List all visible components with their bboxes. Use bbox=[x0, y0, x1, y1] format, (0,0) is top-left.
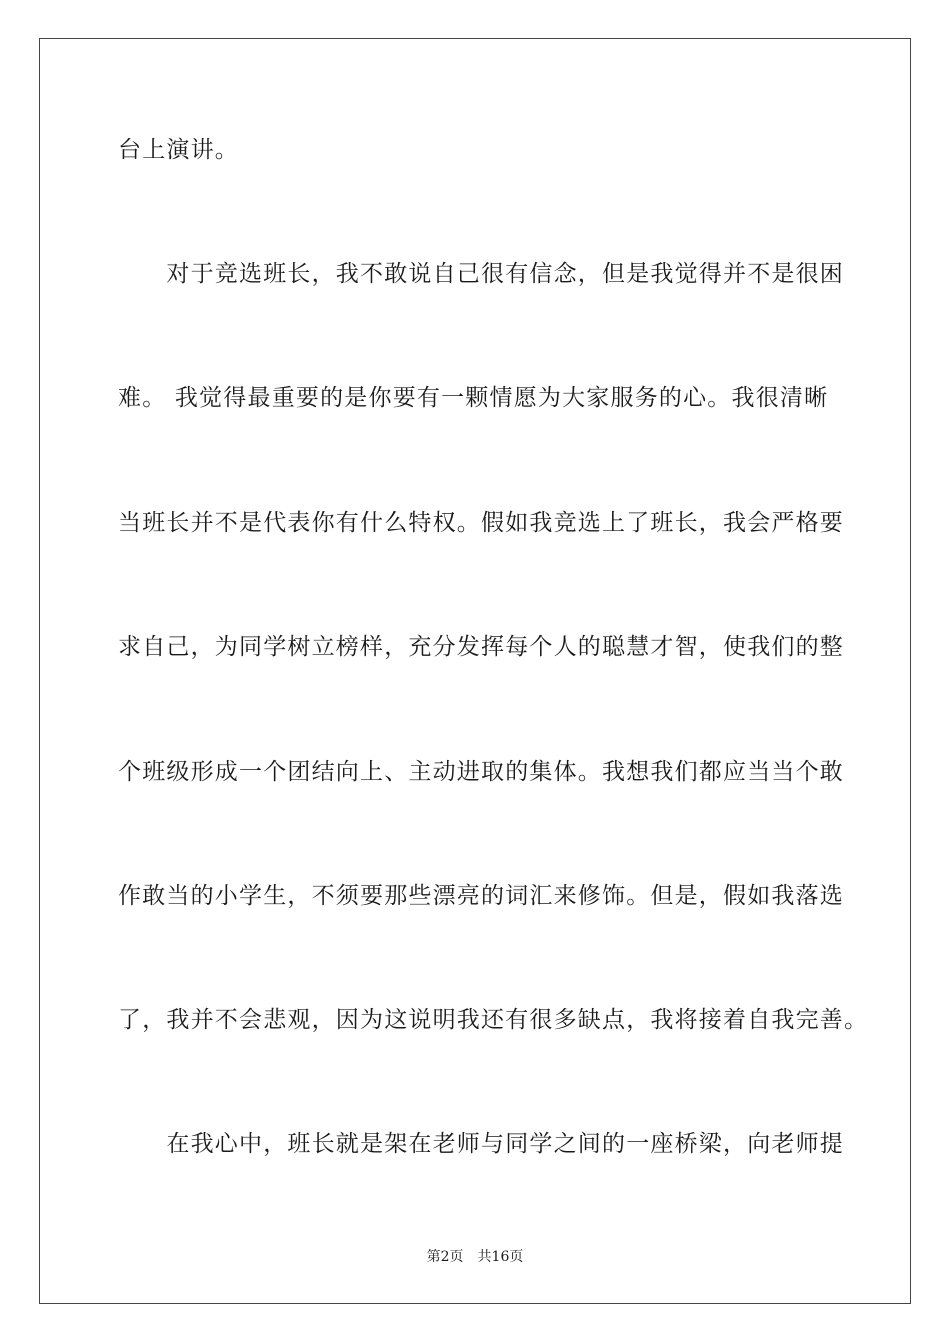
body-text-line-7: 作敢当的小学生，不须要那些漂亮的词汇来修饰。但是，假如我落选 bbox=[118, 883, 844, 909]
page-border bbox=[39, 38, 911, 1304]
body-text-line-4: 当班长并不是代表你有什么特权。假如我竞选上了班长，我会严格要 bbox=[118, 510, 844, 536]
page-number-footer: 第2页 共16页 bbox=[426, 1249, 524, 1265]
body-text-line-8: 了，我并不会悲观，因为这说明我还有很多缺点，我将接着自我完善。 bbox=[118, 1007, 869, 1033]
body-text-line-6: 个班级形成一个团结向上、主动进取的集体。我想我们都应当当个敢 bbox=[118, 759, 844, 785]
body-text-line-1: 台上演讲。 bbox=[118, 137, 239, 163]
body-text-line-9: 在我心中，班长就是架在老师与同学之间的一座桥梁，向老师提 bbox=[118, 1131, 844, 1157]
body-text-line-3: 难。 我觉得最重要的是你要有一颗情愿为大家服务的心。我很清晰 bbox=[118, 385, 829, 411]
body-text-line-2: 对于竞选班长，我不敢说自己很有信念，但是我觉得并不是很困 bbox=[118, 261, 844, 287]
body-text-line-5: 求自己，为同学树立榜样，充分发挥每个人的聪慧才智，使我们的整 bbox=[118, 634, 844, 660]
